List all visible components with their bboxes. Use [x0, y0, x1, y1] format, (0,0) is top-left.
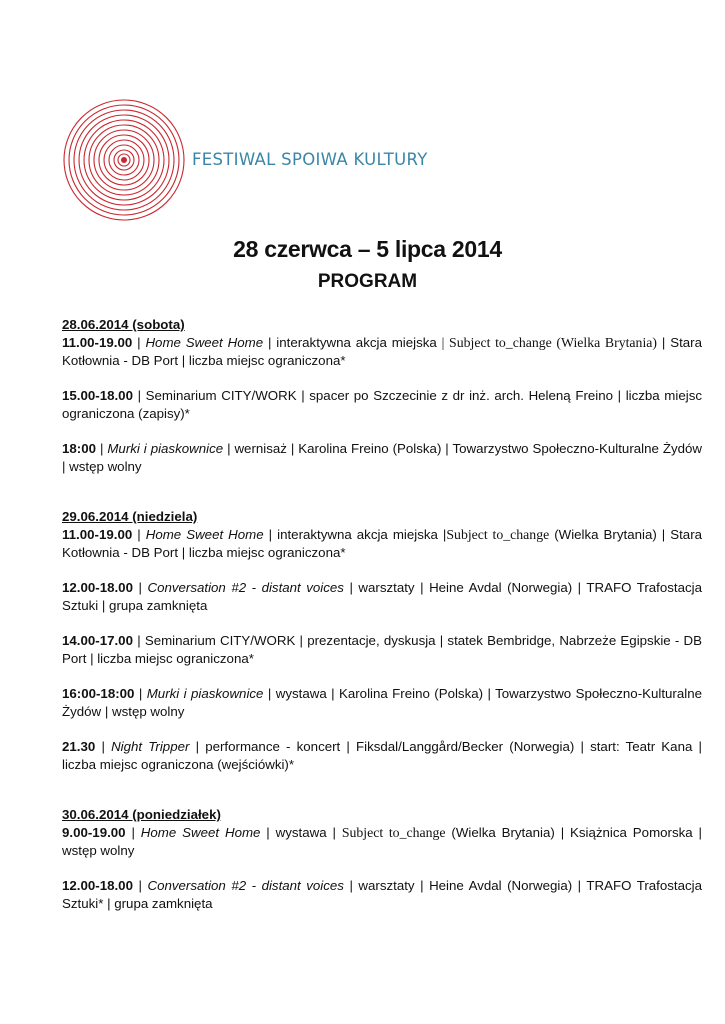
event-title: Home Sweet Home — [140, 825, 261, 840]
day-section — [62, 508, 702, 774]
event-details-end: | Stara Kotłownia - DB Port | liczba miejsc ograniczona* — [62, 335, 702, 368]
event-entry — [62, 685, 702, 721]
day-header: 28.06.2014 (sobota) — [62, 317, 185, 332]
event-time: 12.00-18.00 — [62, 580, 133, 595]
festival-logo-mark — [58, 98, 190, 222]
event-separator: | — [132, 527, 146, 542]
event-time: 11.00-19.00 — [62, 527, 133, 542]
event-entry — [62, 579, 702, 615]
event-separator: | — [125, 825, 141, 840]
event-entry — [62, 526, 702, 562]
event-details: | interaktywna akcja miejska — [263, 335, 442, 350]
event-entry — [62, 387, 702, 423]
event-time: 18:00 — [62, 441, 97, 456]
event-details-end: (Wielka Brytania) | Książnica Pomorska | wstęp wolny — [62, 825, 702, 858]
event-separator: | — [132, 335, 146, 350]
event-separator: | — [95, 739, 112, 754]
event-title: Home Sweet Home — [145, 335, 264, 350]
day-section — [62, 806, 702, 913]
event-time: 9.00-19.00 — [62, 825, 126, 840]
schedule — [62, 316, 702, 945]
day-header: 29.06.2014 (niedziela) — [62, 509, 198, 524]
event-entry — [62, 632, 702, 668]
event-details: | warsztaty | Heine Avdal (Norwegia) | TRAFO Trafostacja Sztuki* | grupa zamknięta — [62, 878, 702, 911]
event-time: 15.00-18.00 — [62, 388, 133, 403]
event-details: | interaktywna akcja miejska | — [263, 527, 447, 542]
event-artist: Subject to_change — [341, 825, 446, 840]
event-separator: | — [132, 580, 148, 595]
event-time: 14.00-17.00 — [62, 633, 133, 648]
event-details: | Seminarium CITY/WORK | prezentacje, dyskusja | statek Bembridge, Nabrzeże Egipskie - DB Port | liczba miejsc ograniczona* — [62, 633, 702, 666]
event-time: 21.30 — [62, 739, 96, 754]
event-details-end: (Wielka Brytania) | Stara Kotłownia - DB Port | liczba miejsc ograniczona* — [62, 527, 703, 560]
day-section — [62, 316, 702, 476]
event-time: 12.00-18.00 — [62, 878, 133, 893]
page-title-program: PROGRAM — [317, 271, 418, 292]
event-details: | wystawa | — [260, 825, 342, 840]
event-separator: | — [134, 686, 147, 701]
event-title: Conversation #2 - distant voices — [147, 878, 344, 893]
page-title-dates: 28 czerwca – 5 lipca 2014 — [233, 236, 502, 262]
event-details: | wystawa | Karolina Freino (Polska) | Towarzystwo Społeczno-Kulturalne Żydów | wstęp wolny — [62, 686, 703, 719]
event-title: Murki i piaskownice — [146, 686, 264, 701]
event-time: 16:00-18:00 — [62, 686, 135, 701]
event-entry — [62, 738, 702, 774]
event-entry — [62, 877, 702, 913]
day-header: 30.06.2014 (poniedziałek) — [62, 807, 221, 822]
event-title: Murki i piaskownice — [107, 441, 224, 456]
event-title: Night Tripper — [111, 739, 190, 754]
event-entry — [62, 334, 702, 370]
event-entry — [62, 824, 702, 860]
event-title: Home Sweet Home — [145, 527, 264, 542]
event-details: | Seminarium CITY/WORK | spacer po Szczecinie z dr inż. arch. Heleną Freino | liczba miejsc ograniczona (zapisy)* — [62, 388, 702, 421]
event-details: | warsztaty | Heine Avdal (Norwegia) | TRAFO Trafostacja Sztuki | grupa zamknięta — [62, 580, 702, 613]
event-artist: Subject to_change — [446, 527, 550, 542]
event-entry — [62, 440, 702, 476]
event-separator: | — [132, 878, 148, 893]
event-artist: | Subject to_change (Wielka Brytania) — [441, 335, 658, 350]
event-details: | performance - koncert | Fiksdal/Langgård/Becker (Norwegia) | start: Teatr Kana | liczba miejsc ograniczona (wejściówki)* — [62, 739, 702, 772]
event-separator: | — [96, 441, 108, 456]
event-time: 11.00-19.00 — [62, 335, 133, 350]
event-title: Conversation #2 - distant voices — [147, 580, 344, 595]
event-details: | wernisaż | Karolina Freino (Polska) | Towarzystwo Społeczno-Kulturalne Żydów | wstęp wolny — [62, 441, 702, 474]
festival-logo-text: FESTIWAL SPOIWA KULTURY — [192, 150, 428, 169]
